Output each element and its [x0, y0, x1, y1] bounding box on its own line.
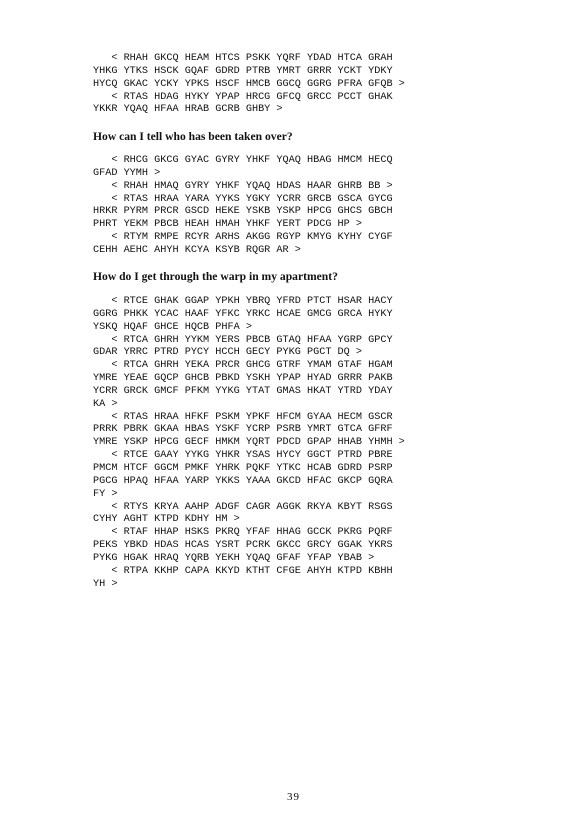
question-heading-2: How do I get through the warp in my apartment?: [93, 270, 338, 283]
code-line: < RTAS HRAA YARA YYKS YGKY YCRR GRCB GSCA GYCG: [93, 193, 393, 205]
code-line: CYHY AGHT KTPD KDHY HM >: [93, 514, 240, 526]
code-line: < RHAH GKCQ HEAM HTCS PSKK YQRF YDAD HTCA GRAH: [93, 53, 393, 64]
code-line: HRKR PYRM PRCR GSCD HEKE YSKB YSKP HPCG GHCS GBCH: [93, 206, 393, 218]
code-line: GDAR YRRC PTRD PYCY HCCH GECY PYKG PGCT DQ >: [93, 347, 362, 359]
code-line: < RTPA KKHP CAPA KKYD KTHT CFGE AHYH KTPD KBHH: [93, 565, 393, 577]
code-line: < RHAH HMAQ GYRY YHKF YQAQ HDAS HAAR GHRB BB >: [93, 180, 393, 192]
code-line: YCRR GRCK GMCF PFKM YYKG YTAT GMAS HKAT YTRD YDAY: [93, 385, 393, 397]
code-line: YSKQ HQAF GHCE HQCB PHFA >: [93, 321, 252, 333]
code-line: PHRT YEKM PBCB HEAH HMAH YHKF YERT PDCG HP >: [93, 219, 362, 231]
code-line: PRRK PBRK GKAA HBAS YSKF YCRP PSRB YMRT GTCA GFRF: [93, 424, 393, 436]
code-block-3: [93, 296, 405, 591]
code-block-2: [93, 155, 393, 258]
code-line: < RTCA GHRH YYKM YERS PBCB GTAQ HFAA YGRP GPCY: [93, 334, 393, 346]
code-line: < RTCA GHRH YEKA PRCR GHCG GTRF YMAM GTAF HGAM: [93, 360, 393, 372]
code-line: < RTCE GHAK GGAP YPKH YBRQ YFRD PTCT HSAR HACY: [93, 296, 393, 307]
code-line: GGRG PHKK YCAC HAAF YFKC YRKC HCAE GMCG GRCA HYKY: [93, 308, 393, 320]
code-line: < RTAF HHAP HSKS PKRQ YFAF HHAG GCCK PKRG PQRF: [93, 527, 393, 539]
code-line: PMCM HTCF GGCM PMKF YHRK PQKF YTKC HCAB GDRD PSRP: [93, 462, 393, 474]
code-line: KA >: [93, 398, 118, 410]
code-line: < RTAS HRAA HFKF PSKM YPKF HFCM GYAA HECM GSCR: [93, 411, 393, 423]
code-line: YKKR YQAQ HFAA HRAB GCRB GHBY >: [93, 104, 283, 116]
page-number: 39: [287, 791, 300, 803]
code-line: HYCQ GKAC YCKY YPKS HSCF HMCB GGCQ GGRG PFRA GFQB >: [93, 78, 405, 90]
code-line: PYKG HGAK HRAQ YQRB YEKH YQAQ GFAF YFAP YBAB >: [93, 552, 375, 564]
code-line: YHKG YTKS HSCK GQAF GDRD PTRB YMRT GRRR YCKT YDKY: [93, 65, 393, 77]
code-line: FY >: [93, 488, 118, 500]
code-line: < RHCG GKCG GYAC GYRY YHKF YQAQ HBAG HMCM HECQ: [93, 155, 393, 166]
code-block-1: [93, 53, 405, 117]
code-line: YH >: [93, 578, 118, 590]
code-line: PGCG HPAQ HFAA YARP YKKS YAAA GKCD HFAC GKCP GQRA: [93, 475, 393, 487]
code-line: YMRE YSKP HPCG GECF HMKM YQRT PDCD GPAP HHAB YHMH >: [93, 437, 405, 449]
code-line: YMRE YEAE GQCP GHCB PBKD YSKH YPAP HYAD GRRR PAKB: [93, 373, 393, 385]
code-line: CEHH AEHC AHYH KCYA KSYB RQGR AR >: [93, 244, 301, 256]
code-line: < RTCE GAAY YYKG YHKR YSAS HYCY GGCT PTRD PBRE: [93, 450, 393, 462]
question-heading-1: How can I tell who has been taken over?: [93, 130, 293, 143]
code-line: < RTYS KRYA AAHP ADGF CAGR AGGK RKYA KBYT RSGS: [93, 501, 393, 513]
code-line: GFAD YYMH >: [93, 167, 161, 179]
code-line: < RTYM RMPE RCYR ARHS AKGG RGYP KMYG KYHY CYGF: [93, 232, 393, 244]
code-line: PEKS YBKD HDAS HCAS YSRT PCRK GKCC GRCY GGAK YKRS: [93, 540, 393, 552]
code-line: < RTAS HDAG HYKY YPAP HRCG GFCQ GRCC PCCT GHAK: [93, 91, 393, 103]
